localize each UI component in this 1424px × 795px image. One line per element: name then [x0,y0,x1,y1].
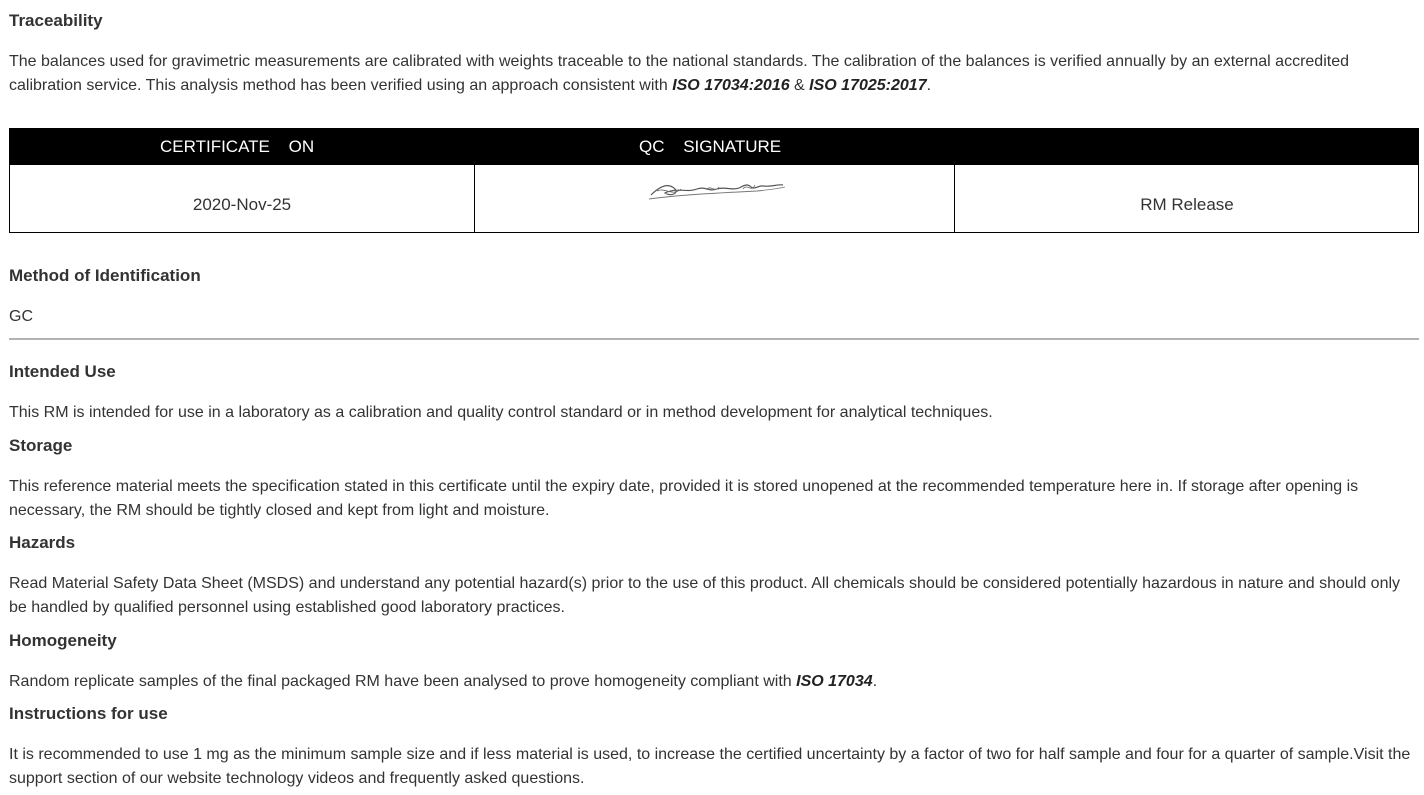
homogeneity-heading: Homogeneity [9,631,117,650]
identification-value: GC [9,308,33,325]
header-qc-signature: QC SIGNATURE [639,137,782,156]
traceability-text [9,50,1419,98]
identification-heading: Method of Identification [9,266,201,285]
instructions-heading: Instructions for use [9,704,168,723]
intended-use-heading: Intended Use [9,362,116,381]
intended-use-text: This RM is intended for use in a laboratory as a calibration and quality control standard or in method development for analytical techniques. [9,404,993,421]
traceability-end: . [926,77,932,94]
hazards-text: Read Material Safety Data Sheet (MSDS) and understand any potential hazard(s) prior to the use of this product. All chemicals should be considered potentially hazardous in nature and should only be handled by qualified personnel using established good laboratory practices. [9,575,1401,616]
instructions-text: It is recommended to use 1 mg as the minimum sample size and if less material is used, to increase the certified uncertainty by a factor of two for half sample and four for a quarter of sample.Visit the support section of our website technology videos and frequently asked questions. [9,746,1411,787]
qc-signature-image [647,177,787,203]
certificate-status: RM Release [1140,195,1234,214]
homogeneity-text [9,670,1419,694]
header-certificate-on: CERTIFICATE ON [160,137,315,156]
traceability-amp: & [789,77,810,94]
storage-heading: Storage [9,436,73,455]
certificate-table-header [9,128,1419,165]
traceability-heading: Traceability [9,11,103,30]
traceability-body: The balances used for gravimetric measurements are calibrated with weights traceable to the national standards. The calibration of the balances is verified annually by an external accredited calibration service. This analysis method has been verified using an approach consistent with [9,53,1349,94]
certificate-table-row [9,165,1419,233]
certificate-status-cell [955,165,1419,232]
certificate-date-cell [10,165,475,232]
homogeneity-body: Random replicate samples of the final packaged RM have been analysed to prove homogeneity compliant with [9,673,797,690]
section-divider [9,338,1419,340]
storage-text: This reference material meets the specification stated in this certificate until the expiry date, provided it is stored unopened at the recommended temperature here in. If storage after opening is necessary, the RM should be tightly closed and kept from light and moisture. [9,478,1359,519]
homogeneity-end: . [872,673,878,690]
certificate-date: 2020-Nov-25 [192,195,292,214]
iso-17034-2016: ISO 17034:2016 [672,77,790,94]
iso-17025-2017: ISO 17025:2017 [809,77,927,94]
iso-17034: ISO 17034 [796,673,873,690]
hazards-heading: Hazards [9,533,76,552]
qc-signature-cell [475,165,955,232]
